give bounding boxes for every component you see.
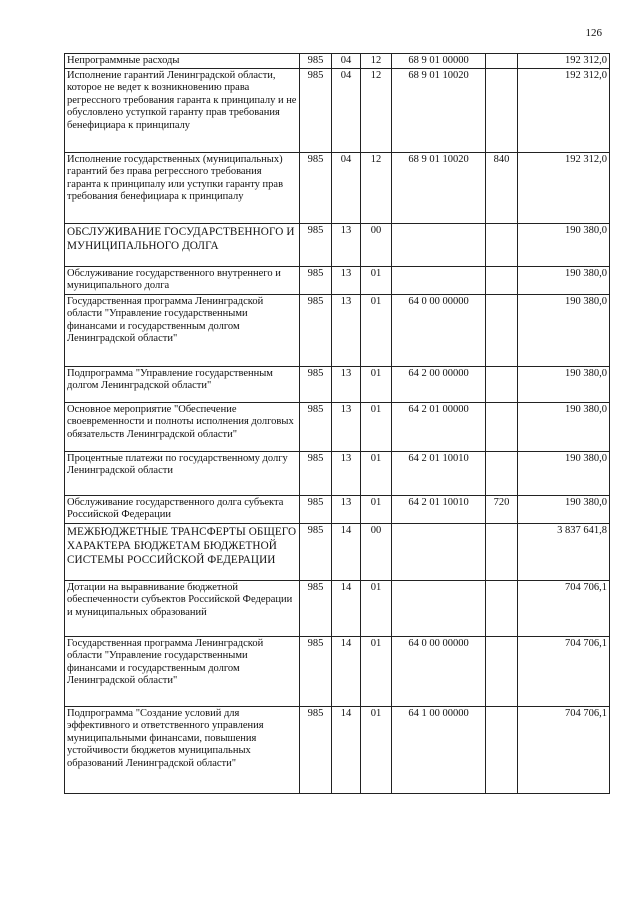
name-cell: Основное мероприятие "Обеспечение своевременности и полноты исполнения долговых обязательств Ленинградской области" [65,402,300,451]
name-cell: Процентные платежи по государственному долгу Ленинградской области [65,451,300,495]
csr-cell [392,523,486,580]
csr-cell: 64 1 00 00000 [392,706,486,793]
amount-cell: 704 706,1 [518,580,610,636]
rz-cell: 13 [332,402,361,451]
vr-cell [486,402,518,451]
name-cell: Подпрограмма "Создание условий для эффективного и ответственного управления муниципальными финансами, повышения устойчивости бюджетов муниципальных образований Ленинградской области" [65,706,300,793]
name-cell: Подпрограмма "Управление государственным долгом Ленинградской области" [65,366,300,402]
name-cell: Дотации на выравнивание бюджетной обеспеченности субъектов Российской Федерации и муниципальных образований [65,580,300,636]
table-row [65,451,610,495]
amount-cell: 190 380,0 [518,402,610,451]
ved-cell: 985 [300,294,332,366]
table-row [65,706,610,793]
page-number: 126 [585,27,602,39]
budget-table [64,53,610,794]
table-row [65,223,610,266]
vr-cell [486,706,518,793]
rz-cell: 04 [332,54,361,69]
pr-cell: 00 [361,523,392,580]
amount-cell: 192 312,0 [518,152,610,223]
vr-cell [486,68,518,152]
table-row [65,266,610,294]
vr-cell [486,266,518,294]
vr-cell [486,223,518,266]
pr-cell: 01 [361,294,392,366]
ved-cell: 985 [300,54,332,69]
ved-cell: 985 [300,68,332,152]
table-row [65,580,610,636]
name-cell: Непрограммные расходы [65,54,300,69]
vr-cell [486,636,518,706]
rz-cell: 13 [332,495,361,523]
amount-cell: 190 380,0 [518,495,610,523]
pr-cell: 12 [361,54,392,69]
vr-cell [486,366,518,402]
csr-cell [392,580,486,636]
ved-cell: 985 [300,706,332,793]
name-cell: Государственная программа Ленинградской области "Управление государственными финансами и государственным долгом Ленинградской области" [65,636,300,706]
name-cell: Обслуживание государственного долга субъекта Российской Федерации [65,495,300,523]
vr-cell: 840 [486,152,518,223]
rz-cell: 14 [332,580,361,636]
csr-cell: 64 2 01 10010 [392,495,486,523]
table-row [65,152,610,223]
csr-cell [392,266,486,294]
pr-cell: 01 [361,706,392,793]
ved-cell: 985 [300,366,332,402]
rz-cell: 13 [332,223,361,266]
pr-cell: 12 [361,152,392,223]
name-cell: МЕЖБЮДЖЕТНЫЕ ТРАНСФЕРТЫ ОБЩЕГО ХАРАКТЕРА БЮДЖЕТАМ БЮДЖЕТНОЙ СИСТЕМЫ РОССИЙСКОЙ ФЕДЕРАЦИИ [65,523,300,580]
name-cell: Исполнение гарантий Ленинградской области, которое не ведет к возникновению права регрессного требования гаранта к принципалу и не обусловлено уступкой гаранту прав требования бенефициара к принципалу [65,68,300,152]
table-row [65,523,610,580]
table-row [65,636,610,706]
amount-cell: 192 312,0 [518,54,610,69]
name-cell: Исполнение государственных (муниципальных) гарантий без права регрессного требования гаранта к принципалу или уступки гаранту прав требования бенефициара к принципалу [65,152,300,223]
pr-cell: 01 [361,580,392,636]
rz-cell: 04 [332,68,361,152]
ved-cell: 985 [300,636,332,706]
vr-cell: 720 [486,495,518,523]
rz-cell: 04 [332,152,361,223]
pr-cell: 01 [361,495,392,523]
ved-cell: 985 [300,223,332,266]
rz-cell: 13 [332,266,361,294]
name-cell: Государственная программа Ленинградской области "Управление государственными финансами и государственным долгом Ленинградской области" [65,294,300,366]
rz-cell: 14 [332,523,361,580]
csr-cell [392,223,486,266]
amount-cell: 190 380,0 [518,366,610,402]
pr-cell: 01 [361,366,392,402]
name-cell: ОБСЛУЖИВАНИЕ ГОСУДАРСТВЕННОГО И МУНИЦИПАЛЬНОГО ДОЛГА [65,223,300,266]
ved-cell: 985 [300,523,332,580]
table-row [65,54,610,69]
csr-cell: 64 2 01 10010 [392,451,486,495]
vr-cell [486,523,518,580]
pr-cell: 01 [361,451,392,495]
ved-cell: 985 [300,402,332,451]
csr-cell: 64 0 00 00000 [392,294,486,366]
csr-cell: 64 2 01 00000 [392,402,486,451]
vr-cell [486,54,518,69]
amount-cell: 704 706,1 [518,636,610,706]
amount-cell: 190 380,0 [518,451,610,495]
pr-cell: 01 [361,402,392,451]
rz-cell: 13 [332,451,361,495]
vr-cell [486,294,518,366]
amount-cell: 3 837 641,8 [518,523,610,580]
csr-cell: 68 9 01 10020 [392,152,486,223]
name-cell: Обслуживание государственного внутреннего и муниципального долга [65,266,300,294]
vr-cell [486,451,518,495]
rz-cell: 14 [332,706,361,793]
rz-cell: 13 [332,294,361,366]
csr-cell: 64 2 00 00000 [392,366,486,402]
pr-cell: 00 [361,223,392,266]
ved-cell: 985 [300,152,332,223]
table-row [65,68,610,152]
ved-cell: 985 [300,495,332,523]
pr-cell: 01 [361,266,392,294]
ved-cell: 985 [300,580,332,636]
ved-cell: 985 [300,266,332,294]
vr-cell [486,580,518,636]
amount-cell: 192 312,0 [518,68,610,152]
rz-cell: 13 [332,366,361,402]
rz-cell: 14 [332,636,361,706]
pr-cell: 01 [361,636,392,706]
table-row [65,495,610,523]
pr-cell: 12 [361,68,392,152]
table-row [65,366,610,402]
csr-cell: 64 0 00 00000 [392,636,486,706]
table-row [65,402,610,451]
amount-cell: 190 380,0 [518,266,610,294]
amount-cell: 704 706,1 [518,706,610,793]
csr-cell: 68 9 01 10020 [392,68,486,152]
amount-cell: 190 380,0 [518,294,610,366]
ved-cell: 985 [300,451,332,495]
amount-cell: 190 380,0 [518,223,610,266]
table-row [65,294,610,366]
csr-cell: 68 9 01 00000 [392,54,486,69]
